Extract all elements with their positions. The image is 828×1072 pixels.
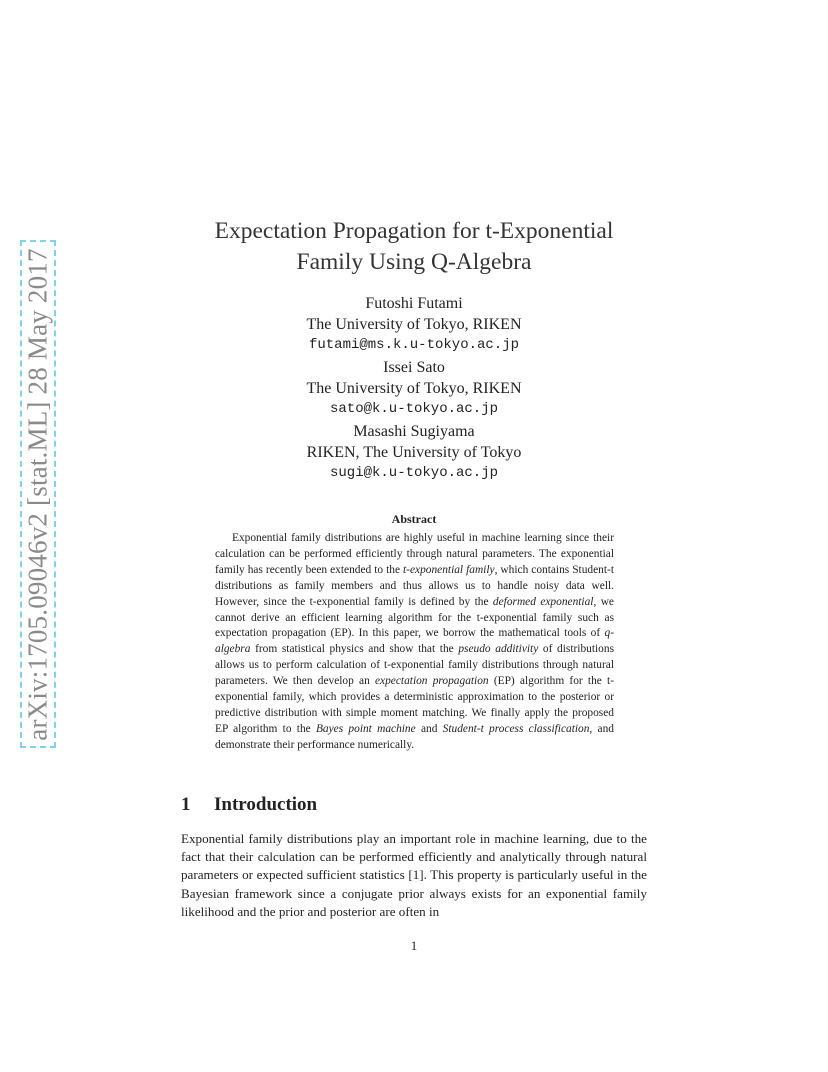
introduction-paragraph: Exponential family distributions play an important role in machine learning, due to the fact that their calculation can be performed efficiently and analytically through natural parameters or expected sufficient statistics [1]. This property is particularly useful in the Bayesian framework since a conjugate prior always exists for an exponential family likelihood and the prior and posterior are often in bbox=[181, 831, 647, 919]
paper-title bbox=[0, 216, 828, 278]
author-affiliation: The University of Tokyo, RIKEN bbox=[306, 380, 522, 397]
title-line-2: Family Using Q-Algebra bbox=[296, 249, 532, 275]
author-name: Issei Sato bbox=[383, 359, 445, 376]
author-name: Masashi Sugiyama bbox=[353, 423, 475, 440]
author-block-2 bbox=[0, 357, 828, 420]
abstract-heading: Abstract bbox=[391, 512, 437, 526]
author-affiliation: The University of Tokyo, RIKEN bbox=[306, 316, 522, 333]
author-name: Futoshi Futami bbox=[365, 295, 463, 312]
section-number: 1 bbox=[181, 794, 191, 815]
section-heading-introduction bbox=[181, 794, 317, 816]
author-email: sato@k.u-tokyo.ac.jp bbox=[329, 401, 499, 417]
title-line-1: Expectation Propagation for t-Exponential bbox=[214, 218, 614, 244]
author-block-3 bbox=[0, 421, 828, 484]
author-email: futami@ms.k.u-tokyo.ac.jp bbox=[308, 337, 520, 353]
section-title: Introduction bbox=[214, 794, 318, 815]
page-number: 1 bbox=[410, 938, 418, 953]
abstract-body: Exponential family distributions are highly useful in machine learning since their calculation can be performed efficiently through natural parameters. The exponential family has recently been extended to the t-exponential family, which contains Student-t distributions as family members and thus allows us to handle noisy data well. However, since the t-exponential family is defined by the deformed exponential, we cannot derive an efficient learning algorithm for the t-exponential family such as expectation propagation (EP). In this paper, we borrow the mathematical tools of q-algebra from statistical physics and show that the pseudo additivity of distributions allows us to perform calculation of t-exponential family distributions through natural parameters. We then develop an expectation propagation (EP) algorithm for the t-exponential family, which provides a deterministic approximation to the posterior or predictive distribution with simple moment matching. We finally apply the proposed EP algorithm to the Bayes point machine and Student-t process classification, and demonstrate their performance numerically. bbox=[215, 532, 615, 751]
arxiv-identifier-text: arXiv:1705.09046v2 [stat.ML] 28 May 2017 bbox=[22, 247, 53, 741]
author-affiliation: RIKEN, The University of Tokyo bbox=[306, 444, 522, 461]
author-block-1 bbox=[0, 293, 828, 356]
author-email: sugi@k.u-tokyo.ac.jp bbox=[329, 465, 499, 481]
